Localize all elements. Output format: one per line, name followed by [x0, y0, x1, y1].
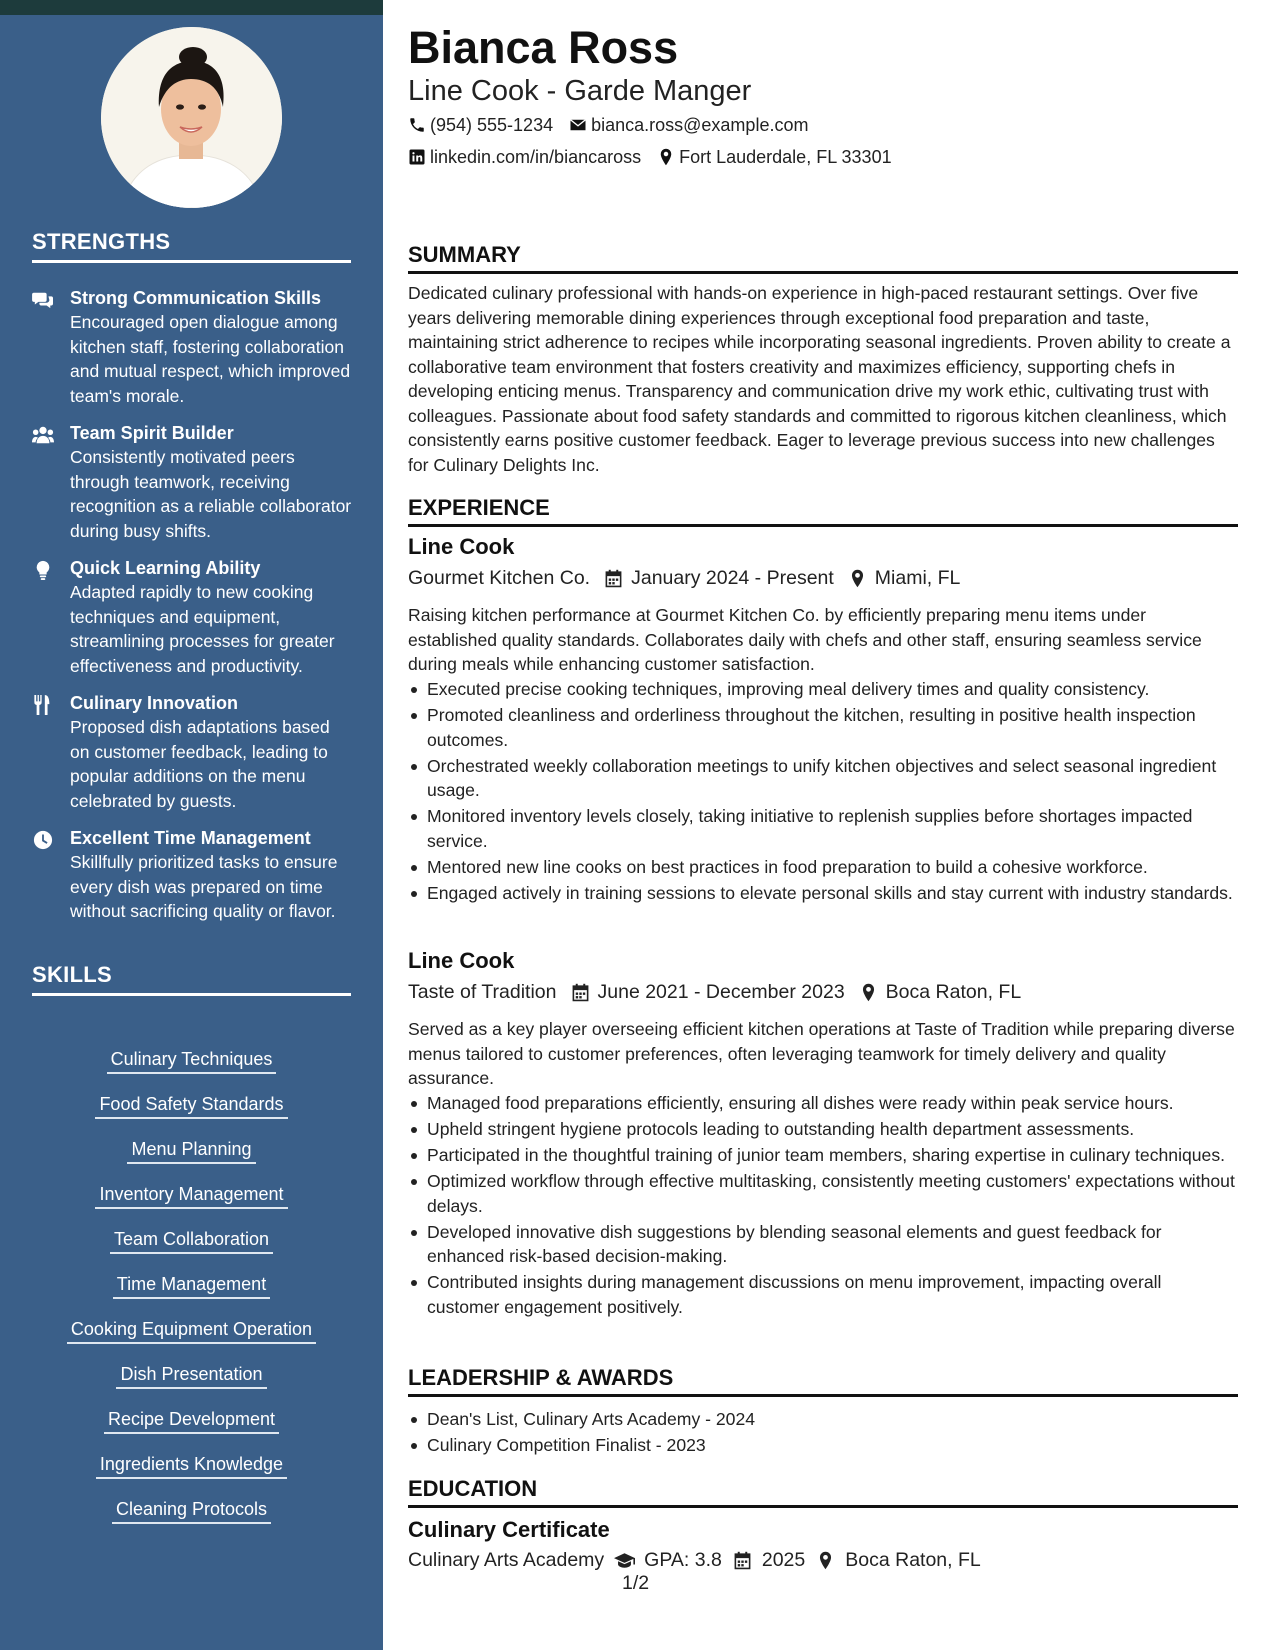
education-degree: Culinary Certificate	[408, 1517, 610, 1542]
calendar-icon	[732, 1551, 753, 1570]
skill-item	[32, 1497, 351, 1542]
phone-icon	[408, 116, 426, 134]
skill-label: Cleaning Protocols	[112, 1497, 271, 1524]
job-2-location: Boca Raton, FL	[885, 981, 1022, 1003]
job-2-title: Line Cook	[408, 948, 515, 973]
leadership-heading: LEADERSHIP & AWARDS	[408, 1365, 1238, 1397]
skill-label: Time Management	[113, 1272, 270, 1299]
skills-list	[32, 1047, 351, 1542]
skill-label: Culinary Techniques	[107, 1047, 277, 1074]
strengths-list	[32, 287, 354, 938]
skill-label: Cooking Equipment Operation	[67, 1317, 316, 1344]
list-item: Developed innovative dish suggestions by blending seasonal elements and guest feedback for enhanced risk-based decision-making.	[408, 1220, 1238, 1269]
job-1-meta	[408, 566, 960, 590]
leadership-list	[408, 1407, 1238, 1459]
skill-item	[32, 1407, 351, 1452]
education-heading: EDUCATION	[408, 1476, 1238, 1508]
list-item: Culinary Competition Finalist - 2023	[408, 1433, 1238, 1458]
location-contact	[657, 146, 891, 168]
strengths-heading: STRENGTHS	[32, 229, 351, 263]
page-number: 1/2	[622, 1572, 650, 1594]
utensils-icon	[32, 692, 70, 813]
list-item: Promoted cleanliness and orderliness throughout the kitchen, resulting in positive health inspection outcomes.	[408, 703, 1238, 752]
skill-item	[32, 1182, 351, 1227]
skill-label: Recipe Development	[104, 1407, 279, 1434]
job-2-desc: Served as a key player overseeing efficient kitchen operations at Taste of Tradition while preparing diverse menus tailored to customer preferences, often leveraging teamwork for timely delivery and quality assurance.	[408, 1019, 1235, 1088]
sidebar	[0, 15, 383, 1650]
strength-desc: Adapted rapidly to new cooking techniques and equipment, streamlining processes for greater effectiveness and productivity.	[70, 582, 335, 676]
skill-item	[32, 1317, 351, 1362]
location-text: Fort Lauderdale, FL 33301	[679, 147, 892, 167]
candidate-name: Bianca Ross	[408, 22, 679, 73]
strength-item	[32, 557, 354, 678]
graduation-cap-icon	[614, 1551, 635, 1570]
summary-heading: SUMMARY	[408, 242, 1238, 274]
job-title-header: Line Cook - Garde Manger	[408, 75, 752, 107]
job-1-desc: Raising kitchen performance at Gourmet Kitchen Co. by efficiently preparing menu items under established quality standards. Collaborates daily with chefs and other staff, ensuring seamless service during meals while enhancing customer satisfaction.	[408, 605, 1202, 674]
job-1-title: Line Cook	[408, 534, 515, 559]
email-contact[interactable]	[569, 114, 808, 136]
skills-heading: SKILLS	[32, 962, 351, 996]
linkedin-contact[interactable]	[408, 146, 641, 168]
list-item: Optimized workflow through effective multitasking, consistently meeting customers' expectations without delays.	[408, 1169, 1238, 1218]
skill-item	[32, 1452, 351, 1497]
skill-label: Menu Planning	[127, 1137, 255, 1164]
users-icon	[32, 422, 70, 543]
list-item: Engaged actively in training sessions to elevate personal skills and stay current with industry standards.	[408, 881, 1238, 906]
skill-item	[32, 1362, 351, 1407]
list-item: Orchestrated weekly collaboration meetings to unify kitchen objectives and select seasonal ingredient usage.	[408, 754, 1238, 803]
list-item: Mentored new line cooks on best practices in food preparation to build a cohesive workforce.	[408, 855, 1238, 880]
map-marker-icon	[657, 148, 675, 166]
map-marker-icon	[848, 569, 867, 588]
skill-label: Food Safety Standards	[95, 1092, 287, 1119]
phone-contact	[408, 114, 553, 136]
job-1-dates: January 2024 - Present	[631, 567, 834, 589]
skill-item	[32, 1092, 351, 1137]
skill-label: Ingredients Knowledge	[96, 1452, 287, 1479]
list-item: Contributed insights during management discussions on menu improvement, impacting overall customer engagement positively.	[408, 1270, 1238, 1319]
email-address[interactable]: bianca.ross@example.com	[591, 115, 809, 135]
strength-desc: Encouraged open dialogue among kitchen staff, fostering collaboration and mutual respect, which improved team's morale.	[70, 312, 351, 406]
education-year: 2025	[761, 1549, 806, 1571]
strength-title: Quick Learning Ability	[70, 558, 261, 578]
strength-title: Strong Communication Skills	[70, 288, 322, 308]
job-1-location: Miami, FL	[874, 567, 961, 589]
skill-label: Team Collaboration	[110, 1227, 273, 1254]
profile-photo	[101, 27, 282, 208]
list-item: Executed precise cooking techniques, improving meal delivery times and quality consistency.	[408, 677, 1238, 702]
strength-desc: Proposed dish adaptations based on customer feedback, leading to popular additions on the menu celebrated by guests.	[70, 717, 330, 811]
linkedin-url[interactable]: linkedin.com/in/biancaross	[430, 147, 642, 167]
education-school: Culinary Arts Academy	[408, 1549, 605, 1571]
map-marker-icon	[815, 1551, 836, 1570]
contact-row-2	[408, 146, 908, 168]
experience-heading: EXPERIENCE	[408, 495, 1238, 527]
strength-item	[32, 422, 354, 543]
map-marker-icon	[859, 983, 878, 1002]
top-accent-bar	[0, 0, 383, 15]
skill-label: Dish Presentation	[116, 1362, 266, 1389]
list-item: Dean's List, Culinary Arts Academy - 2024	[408, 1407, 1238, 1432]
calendar-icon	[604, 569, 623, 588]
list-item: Upheld stringent hygiene protocols leading to outstanding health department assessments.	[408, 1117, 1238, 1142]
job-2-company: Taste of Tradition	[408, 981, 557, 1003]
comments-icon	[32, 287, 70, 408]
education-meta	[408, 1548, 981, 1572]
calendar-icon	[571, 983, 590, 1002]
envelope-icon	[569, 116, 587, 134]
skill-item	[32, 1047, 351, 1092]
strength-title: Team Spirit Builder	[70, 423, 234, 443]
job-2-bullets	[408, 1091, 1238, 1321]
strength-item	[32, 287, 354, 408]
strength-title: Excellent Time Management	[70, 828, 311, 848]
linkedin-icon	[408, 148, 426, 166]
education-gpa: GPA: 3.8	[644, 1549, 722, 1571]
skill-item	[32, 1272, 351, 1317]
skill-item	[32, 1227, 351, 1272]
clock-icon	[32, 827, 70, 924]
list-item: Participated in the thoughtful training of junior team members, sharing expertise in culinary techniques.	[408, 1143, 1238, 1168]
phone-number: (954) 555-1234	[430, 115, 554, 135]
summary-text: Dedicated culinary professional with hands-on experience in high-paced restaurant settings. Over five years delivering memorable dining experiences through exceptional food preparation and taste, maintaining strict adherence to recipes while incorporating seasonal ingredients. Proven ability to create a collaborative team environment that fosters creativity and maximizes efficiency, supporting chefs in developing enticing menus. Transparency and communication drive my work ethic, cultivating trust with colleagues. Passionate about food safety standards and committed to rigorous kitchen cleanliness, which consistently earns positive customer feedback. Eager to leverage previous success into new challenges for Culinary Delights Inc.	[408, 283, 1231, 475]
strength-item	[32, 692, 354, 813]
job-1-bullets	[408, 677, 1238, 907]
strength-desc: Consistently motivated peers through teamwork, receiving recognition as a reliable collaborator during busy shifts.	[70, 447, 352, 541]
job-1-company: Gourmet Kitchen Co.	[408, 567, 591, 589]
strength-desc: Skillfully prioritized tasks to ensure every dish was prepared on time without sacrificing quality or flavor.	[70, 852, 338, 921]
lightbulb-icon	[32, 557, 70, 678]
strength-item	[32, 827, 354, 924]
list-item: Monitored inventory levels closely, taking initiative to replenish supplies before shortages impacted service.	[408, 804, 1238, 853]
contact-row-1	[408, 114, 824, 136]
job-2-meta	[408, 980, 1021, 1004]
list-item: Managed food preparations efficiently, ensuring all dishes were ready within peak service hours.	[408, 1091, 1238, 1116]
skill-item	[32, 1137, 351, 1182]
strength-title: Culinary Innovation	[70, 693, 239, 713]
education-location: Boca Raton, FL	[845, 1549, 981, 1571]
job-2-dates: June 2021 - December 2023	[597, 981, 845, 1003]
skill-label: Inventory Management	[95, 1182, 287, 1209]
